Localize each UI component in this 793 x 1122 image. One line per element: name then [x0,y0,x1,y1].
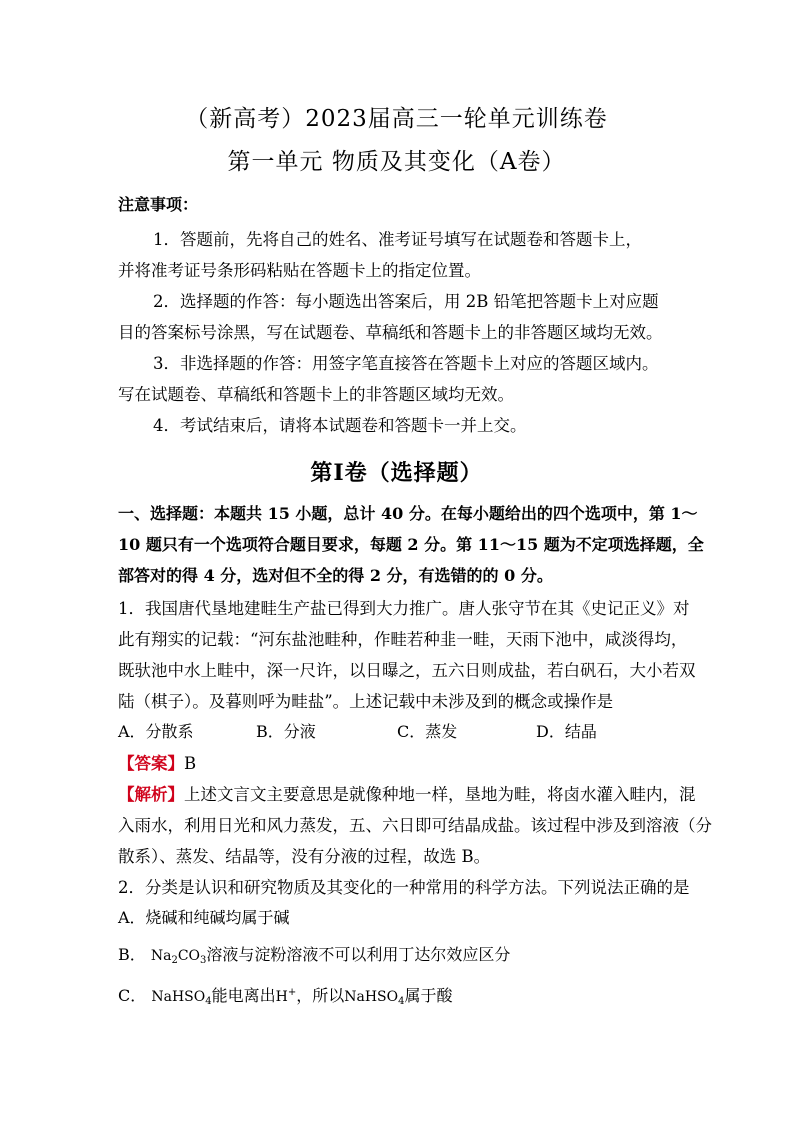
question-2-option-b [118,942,510,966]
formula-part: CO [177,948,201,964]
question-1-option-b: B．分液 [256,722,316,741]
answer-tag: 【答案】 [118,754,184,773]
formula-part: NaHSO [151,989,206,1005]
page-title-line1: （新高考）2023届高三一轮单元训练卷 [185,106,608,132]
section-title: 第Ⅰ卷（选择题） [310,460,483,486]
note-line: 4．考试结束后，请将本试题卷和答题卡一并上交。 [153,416,527,435]
option-text: 属于酸 [404,986,453,1005]
question-1-option-d: D．结晶 [536,722,597,741]
section-instructions: 10 题只有一个选项符合题目要求，每题 2 分。第 11～15 题为不定项选择题，全 [118,535,704,554]
question-1-option-a: A．分散系 [118,722,194,741]
note-line: 并将准考证号条形码粘贴在答题卡上的指定位置。 [118,261,481,280]
analysis-tag: 【解析】 [118,785,184,804]
note-line: 2．选择题的作答：每小题选出答案后，用 2B 铅笔把答题卡上对应题 [153,292,659,311]
formula-part: NaHSO [344,989,399,1005]
question-1-analysis [118,781,696,805]
question-1-analysis: 散系）、蒸发、结晶等，没有分液的过程，故选 B。 [118,847,491,866]
question-1-stem: 此有翔实的记载：“河东盐池畦种，作畦若种韭一畦，天雨下池中，咸淡得均， [118,630,688,649]
formula-part: H [275,989,288,1005]
question-1-answer [118,750,196,774]
note-line: 写在试题卷、草稿纸和答题卡上的非答题区域均无效。 [118,385,514,404]
note-line: 目的答案标号涂黑，写在试题卷、草稿纸和答题卡上的非答题区域均无效。 [118,323,663,342]
analysis-text: 上述文言文主要意思是就像种地一样，垦地为畦，将卤水灌入畦内，混 [184,785,696,804]
notes-heading: 注意事项： [118,195,199,214]
formula-subscript: 2 [171,955,178,966]
question-1-analysis: 入雨水，利用日光和风力蒸发，五、六日即可结晶成盐。该过程中涉及到溶液（分 [118,816,712,835]
question-1-stem: 既驮池中水上畦中，深一尺许，以日曝之，五六日则成盐，若白矾石，大小若双 [118,661,696,680]
page-title-line2: 第一单元 物质及其变化（A卷） [227,149,566,175]
option-text: ，所以 [296,986,345,1005]
formula-subscript: 3 [200,955,207,966]
answer-value: B [184,754,197,773]
question-1-option-c: C．蒸发 [397,722,458,741]
question-2-stem: 2．分类是认识和研究物质及其变化的一种常用的科学方法。下列说法正确的是 [118,878,690,897]
section-instructions: 部答对的得 4 分，选对但不全的得 2 分，有选错的的 0 分。 [118,566,553,585]
formula-subscript: 4 [398,996,405,1007]
note-line: 1．答题前，先将自己的姓名、准考证号填写在试题卷和答题卡上， [153,230,642,249]
question-2-option-c [118,983,453,1007]
question-2-option-a: A．烧碱和纯碱均属于碱 [118,908,290,927]
option-text: 溶液与淀粉溶液不可以利用丁达尔效应区分 [206,945,511,964]
question-1-stem: 陆（棋子）。及暮则呼为畦盐”。上述记载中未涉及到的概念或操作是 [118,692,614,711]
option-label: B． [118,945,146,964]
formula-superscript: + [287,987,297,998]
option-text: 能电离出 [211,986,276,1005]
section-instructions: 一、选择题：本题共 15 小题，总计 40 分。在每小题给出的四个选项中，第 1～ [118,504,698,523]
formula-part: Na [150,948,172,964]
question-1-stem: 1．我国唐代垦地建畦生产盐已得到大力推广。唐人张守节在其《史记正义》对 [118,599,690,618]
note-line: 3．非选择题的作答：用签字笔直接答在答题卡上对应的答题区域内。 [153,354,659,373]
formula-subscript: 4 [205,996,212,1007]
option-label: C． [118,986,147,1005]
